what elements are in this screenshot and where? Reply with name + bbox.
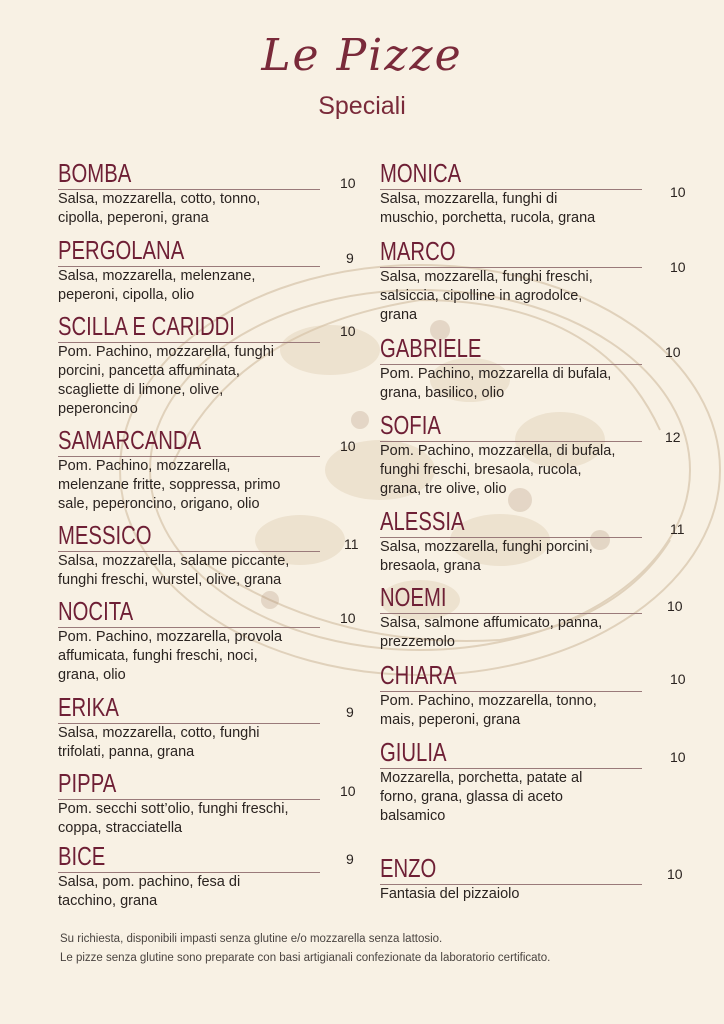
menu-item-name: NOEMI bbox=[380, 582, 447, 612]
menu-item-desc-line: muschio, porchetta, rucola, grana bbox=[380, 210, 596, 226]
menu-item-bomba bbox=[58, 158, 320, 228]
menu-item-price: 10 bbox=[340, 323, 356, 339]
menu-item-price: 10 bbox=[340, 175, 356, 191]
menu-item-desc-line: scagliette di limone, olive, bbox=[58, 382, 224, 398]
menu-item-desc-line: funghi freschi, bresaola, rucola, bbox=[380, 462, 582, 478]
menu-item-desc-line: grana bbox=[380, 307, 418, 323]
menu-item-name: GIULIA bbox=[380, 737, 447, 767]
menu-item-desc-line: affumicata, funghi freschi, noci, bbox=[58, 648, 258, 664]
menu-item-desc-line: sale, peperoncino, origano, olio bbox=[58, 496, 260, 512]
footer-line: Le pizze senza glutine sono preparate con basi artigianali confezionate da laboratorio certificato. bbox=[60, 952, 551, 964]
title-script: Le Pizze bbox=[261, 30, 463, 81]
menu-item-desc-line: balsamico bbox=[380, 808, 446, 824]
menu-item-desc-line: Pom. Pachino, mozzarella, tonno, bbox=[380, 693, 597, 709]
menu-item-noemi bbox=[380, 582, 642, 652]
menu-item-name: BICE bbox=[58, 841, 106, 871]
menu-item-name: SAMARCANDA bbox=[58, 425, 202, 455]
menu-item-desc-line: Salsa, mozzarella, cotto, funghi bbox=[58, 725, 260, 741]
menu-item-desc-line: Salsa, mozzarella, funghi freschi, bbox=[380, 269, 593, 285]
menu-item-name: CHIARA bbox=[380, 660, 457, 690]
menu-item-name: SCILLA E CARIDDI bbox=[58, 311, 235, 341]
menu-item-price: 10 bbox=[670, 671, 686, 687]
menu-item-desc-line: Salsa, mozzarella, salame piccante, bbox=[58, 553, 290, 569]
menu-item-desc-line: Pom. Pachino, mozzarella di bufala, bbox=[380, 366, 612, 382]
menu-item-desc-line: Pom. secchi sott’olio, funghi freschi, bbox=[58, 801, 289, 817]
menu-item-desc-line: peperoncino bbox=[58, 401, 138, 417]
menu-item-price: 10 bbox=[670, 184, 686, 200]
title-subtitle: Speciali bbox=[318, 92, 406, 120]
menu-item-name: ENZO bbox=[380, 853, 437, 883]
menu-item-pippa bbox=[58, 768, 320, 838]
menu-item-price: 10 bbox=[340, 783, 356, 799]
menu-item-price: 10 bbox=[667, 866, 683, 882]
menu-item-desc-line: porcini, pancetta affuminata, bbox=[58, 363, 240, 379]
menu-item-price: 9 bbox=[346, 851, 354, 867]
menu-item-desc-line: Fantasia del pizzaiolo bbox=[380, 886, 520, 902]
menu-item-enzo bbox=[380, 853, 642, 904]
menu-item-desc-line: Salsa, mozzarella, cotto, tonno, bbox=[58, 191, 261, 207]
menu-item-price: 11 bbox=[670, 521, 685, 537]
menu-item-desc-line: salsiccia, cipolline in agrodolce, bbox=[380, 288, 583, 304]
menu-item-price: 10 bbox=[670, 259, 686, 275]
menu-item-desc-line: prezzemolo bbox=[380, 634, 455, 650]
menu-item-price: 10 bbox=[340, 438, 356, 454]
menu-item-desc-line: peperoni, cipolla, olio bbox=[58, 287, 195, 303]
menu-item-pergolana bbox=[58, 235, 320, 305]
menu-item-bice bbox=[58, 841, 320, 911]
footer-line: Su richiesta, disponibili impasti senza glutine e/o mozzarella senza lattosio. bbox=[60, 933, 443, 945]
menu-item-desc-line: bresaola, grana bbox=[380, 558, 481, 574]
menu-item-name: GABRIELE bbox=[380, 333, 482, 363]
menu-item-nocita bbox=[58, 596, 320, 685]
menu-item-scilla-e-cariddi bbox=[58, 311, 320, 419]
menu-item-name: PIPPA bbox=[58, 768, 117, 798]
menu-item-giulia bbox=[380, 737, 642, 826]
menu-item-price: 9 bbox=[346, 250, 354, 266]
menu-item-desc-line: Salsa, pom. pachino, fesa di bbox=[58, 874, 241, 890]
menu-item-chiara bbox=[380, 660, 642, 730]
menu-item-desc-line: melenzane fritte, soppressa, primo bbox=[58, 477, 281, 493]
menu-item-desc-line: Pom. Pachino, mozzarella, di bufala, bbox=[380, 443, 616, 459]
menu-item-sofia bbox=[380, 410, 642, 499]
menu-item-desc-line: Pom. Pachino, mozzarella, bbox=[58, 458, 231, 474]
menu-item-price: 11 bbox=[344, 536, 359, 552]
menu-item-price: 10 bbox=[665, 344, 681, 360]
menu-item-name: MESSICO bbox=[58, 520, 152, 550]
menu-item-desc-line: cipolla, peperoni, grana bbox=[58, 210, 209, 226]
menu-item-messico bbox=[58, 520, 320, 590]
menu-item-desc-line: Pom. Pachino, mozzarella, funghi bbox=[58, 344, 274, 360]
menu-item-desc-line: funghi freschi, wurstel, olive, grana bbox=[58, 572, 282, 588]
menu-item-desc-line: tacchino, grana bbox=[58, 893, 158, 909]
menu-item-desc-line: Salsa, mozzarella, melenzane, bbox=[58, 268, 256, 284]
footer-note bbox=[60, 930, 700, 968]
menu-item-desc-line: grana, basilico, olio bbox=[380, 385, 505, 401]
menu-item-price: 10 bbox=[670, 749, 686, 765]
menu-item-desc-line: Salsa, mozzarella, funghi di bbox=[380, 191, 558, 207]
menu-item-samarcanda bbox=[58, 425, 320, 514]
menu-item-price: 12 bbox=[665, 429, 681, 445]
menu-item-name: SOFIA bbox=[380, 410, 441, 440]
menu-item-name: ERIKA bbox=[58, 692, 119, 722]
menu-item-alessia bbox=[380, 506, 642, 576]
menu-item-name: PERGOLANA bbox=[58, 235, 185, 265]
menu-item-price: 9 bbox=[346, 704, 354, 720]
menu-item-erika bbox=[58, 692, 320, 762]
menu-item-name: ALESSIA bbox=[380, 506, 465, 536]
menu-item-price: 10 bbox=[340, 610, 356, 626]
menu-item-desc-line: Salsa, mozzarella, funghi porcini, bbox=[380, 539, 593, 555]
menu-item-desc-line: grana, olio bbox=[58, 667, 126, 683]
menu-item-desc-line: Mozzarella, porchetta, patate al bbox=[380, 770, 583, 786]
menu-item-desc-line: coppa, stracciatella bbox=[58, 820, 183, 836]
menu-item-desc-line: grana, tre olive, olio bbox=[380, 481, 507, 497]
menu-item-price: 10 bbox=[667, 598, 683, 614]
menu-item-desc-line: Salsa, salmone affumicato, panna, bbox=[380, 615, 603, 631]
menu-item-monica bbox=[380, 158, 642, 228]
menu-item-desc-line: forno, grana, glassa di aceto bbox=[380, 789, 563, 805]
menu-item-desc-line: trifolati, panna, grana bbox=[58, 744, 195, 760]
menu-item-gabriele bbox=[380, 333, 642, 403]
menu-item-name: MARCO bbox=[380, 236, 456, 266]
menu-item-desc-line: Pom. Pachino, mozzarella, provola bbox=[58, 629, 283, 645]
menu-item-name: BOMBA bbox=[58, 158, 132, 188]
menu-item-name: MONICA bbox=[380, 158, 462, 188]
menu-item-marco bbox=[380, 236, 642, 325]
menu-item-desc-line: mais, peperoni, grana bbox=[380, 712, 521, 728]
menu-item-name: NOCITA bbox=[58, 596, 134, 626]
